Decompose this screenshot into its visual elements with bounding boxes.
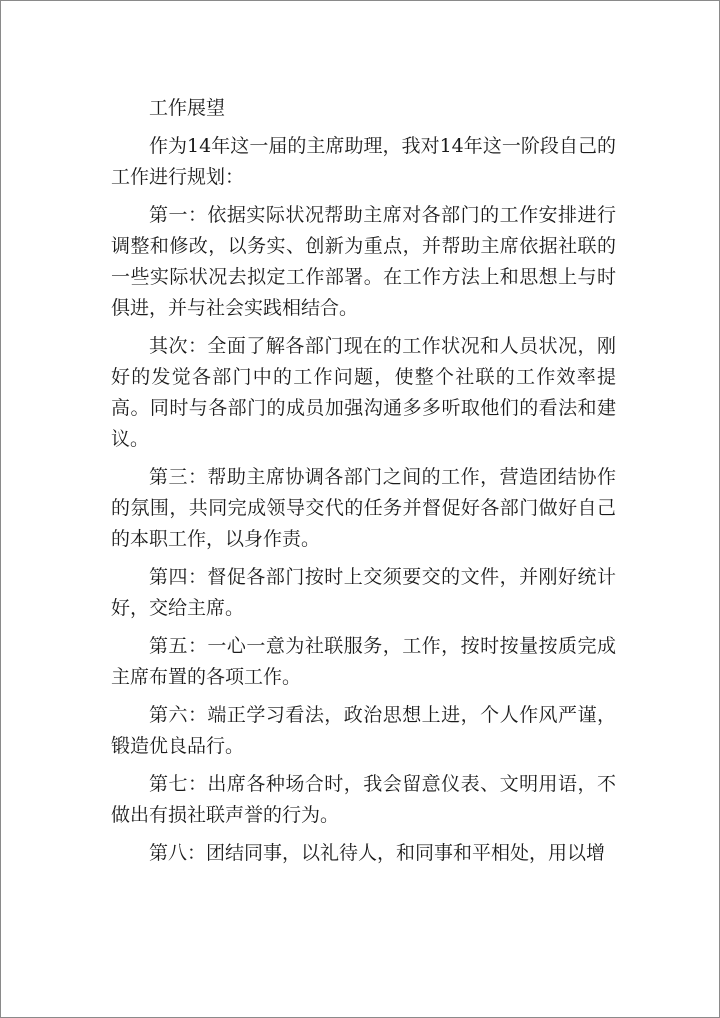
paragraph-item-2: 其次：全面了解各部门现在的工作状况和人员状况，刚好的发觉各部门中的工作问题，使整个社联的工作效率提高。同时与各部门的成员加强沟通多多听取他们的看法和建议。 — [111, 335, 616, 450]
document-body — [111, 93, 616, 876]
paragraph-item-7: 第七：出席各种场合时，我会留意仪表、文明用语，不做出有损社联声誉的行为。 — [111, 773, 616, 826]
paragraph-item-8: 第八：团结同事，以礼待人，和同事和平相处，用以增 — [149, 842, 606, 864]
paragraph-item-1: 第一：依据实际状况帮助主席对各部门的工作安排进行调整和修改，以务实、创新为重点，并帮助主席依据社联的一些实际状况去拟定工作部署。在工作方法上和思想上与时俱进，并与社会实践相结合。 — [111, 204, 616, 319]
paragraph-item-5: 第五：一心一意为社联服务，工作，按时按量按质完成主席布置的各项工作。 — [111, 635, 616, 688]
document-title: 工作展望 — [149, 97, 226, 119]
paragraph-intro: 作为14年这一届的主席助理，我对14年这一阶段自己的工作进行规划： — [111, 135, 616, 188]
paragraph-item-6: 第六：端正学习看法，政治思想上进，个人作风严谨，锻造优良品行。 — [111, 704, 616, 757]
paragraph-item-4: 第四：督促各部门按时上交须要交的文件，并刚好统计好，交给主席。 — [111, 566, 616, 619]
paragraph-item-3: 第三：帮助主席协调各部门之间的工作，营造团结协作的氛围，共同完成领导交代的任务并督促好各部门做好自己的本职工作，以身作责。 — [111, 466, 616, 550]
